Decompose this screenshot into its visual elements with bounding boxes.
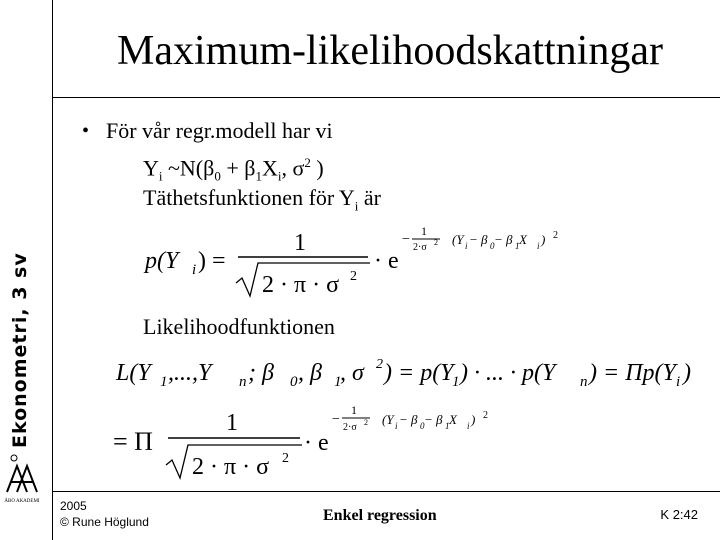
svg-text:2: 2 (483, 410, 488, 421)
svg-text:1: 1 (334, 374, 342, 390)
svg-text:1: 1 (452, 374, 460, 390)
model-line: $Y_i$ $\sim N(\beta_0 + \beta_1X_i$, $\sigma^2$ ) (143, 155, 324, 184)
svg-text:2: 2 (434, 238, 438, 247)
svg-text:2·σ: 2·σ (413, 242, 427, 253)
svg-text:) · ... · p(Y: ) · ... · p(Y (460, 360, 556, 386)
svg-text:2: 2 (282, 451, 289, 466)
svg-text:): ) (471, 412, 476, 427)
svg-text:; β: ; β (248, 360, 274, 386)
title-divider (52, 97, 720, 98)
svg-text:2: 2 (364, 418, 368, 427)
page-number: K 2:42 (660, 507, 698, 522)
svg-text:p(Y: p(Y (145, 248, 179, 274)
svg-text:) = Πp(Y: ) = Πp(Y (589, 360, 676, 386)
sidebar-divider (52, 0, 53, 540)
svg-text:(Y: (Y (382, 412, 394, 427)
footer-left (60, 498, 149, 530)
svg-text:): ) (683, 360, 691, 386)
footer-year: 2005 (60, 499, 87, 513)
svg-text:2: 2 (376, 357, 383, 372)
svg-text:i: i (192, 262, 197, 278)
bullet-text: För vår regr.modell har vi (106, 118, 333, 143)
svg-text:− β: − β (399, 412, 418, 427)
svg-text:0: 0 (490, 241, 495, 251)
svg-text:2·σ: 2·σ (343, 422, 357, 433)
svg-text:2: 2 (350, 269, 357, 284)
svg-text:2 · π · σ: 2 · π · σ (192, 454, 270, 480)
svg-text:, σ: , σ (340, 360, 364, 386)
svg-text:L(Y: L(Y (116, 360, 151, 386)
svg-text:n: n (239, 374, 247, 390)
svg-text:= Π: = Π (113, 427, 153, 456)
svg-text:i: i (465, 241, 468, 251)
svg-text:X: X (449, 412, 457, 427)
svg-text:− β: − β (469, 232, 488, 247)
svg-text:) =: ) = (198, 248, 226, 274)
logo-text: ÅBO AKADEMI (4, 499, 40, 504)
svg-text:i: i (676, 374, 681, 390)
svg-text:,...,Y: ,...,Y (168, 360, 212, 386)
svg-text:n: n (580, 374, 588, 390)
svg-text:− β: − β (494, 232, 513, 247)
sidebar (0, 0, 52, 540)
abo-akademi-logo (4, 452, 40, 532)
footer-center: Enkel regression (323, 507, 437, 524)
svg-text:1: 1 (351, 403, 357, 417)
svg-text:): ) (541, 232, 546, 247)
model-y: Y (143, 155, 159, 181)
svg-text:(Y: (Y (452, 232, 464, 247)
density-label: Täthetsfunktionen för $Y_i$ är (143, 185, 382, 214)
svg-text:−: − (332, 412, 340, 427)
svg-text:0: 0 (290, 374, 298, 390)
bullet-marker: • (82, 120, 90, 142)
svg-text:−: − (402, 232, 410, 247)
svg-text:i: i (467, 421, 470, 431)
svg-text:− β: − β (424, 412, 443, 427)
slide-title: Maximum-likelihoodskattningar (117, 28, 663, 74)
footer-divider (52, 491, 720, 492)
svg-text:0: 0 (420, 421, 425, 431)
svg-text:i: i (537, 241, 540, 251)
svg-text:· e: · e (304, 430, 329, 456)
svg-text:, β: , β (298, 360, 322, 386)
svg-text:1: 1 (226, 410, 238, 436)
likelihood-label: Likelihoodfunktionen (143, 314, 335, 339)
svg-text:1: 1 (421, 224, 427, 238)
svg-text:1: 1 (160, 374, 168, 390)
svg-text:1: 1 (515, 241, 520, 251)
svg-text:1: 1 (294, 230, 306, 256)
course-title: Ekonometri, 3 sv (9, 252, 31, 448)
svg-text:1: 1 (445, 421, 450, 431)
svg-text:i: i (395, 421, 398, 431)
svg-text:) = p(Y: ) = p(Y (384, 360, 454, 386)
footer-author: © Rune Höglund (60, 515, 149, 529)
svg-text:2 · π · σ: 2 · π · σ (262, 272, 340, 298)
svg-text:X: X (519, 232, 527, 247)
svg-text:2: 2 (553, 230, 558, 241)
svg-text:· e: · e (374, 248, 399, 274)
